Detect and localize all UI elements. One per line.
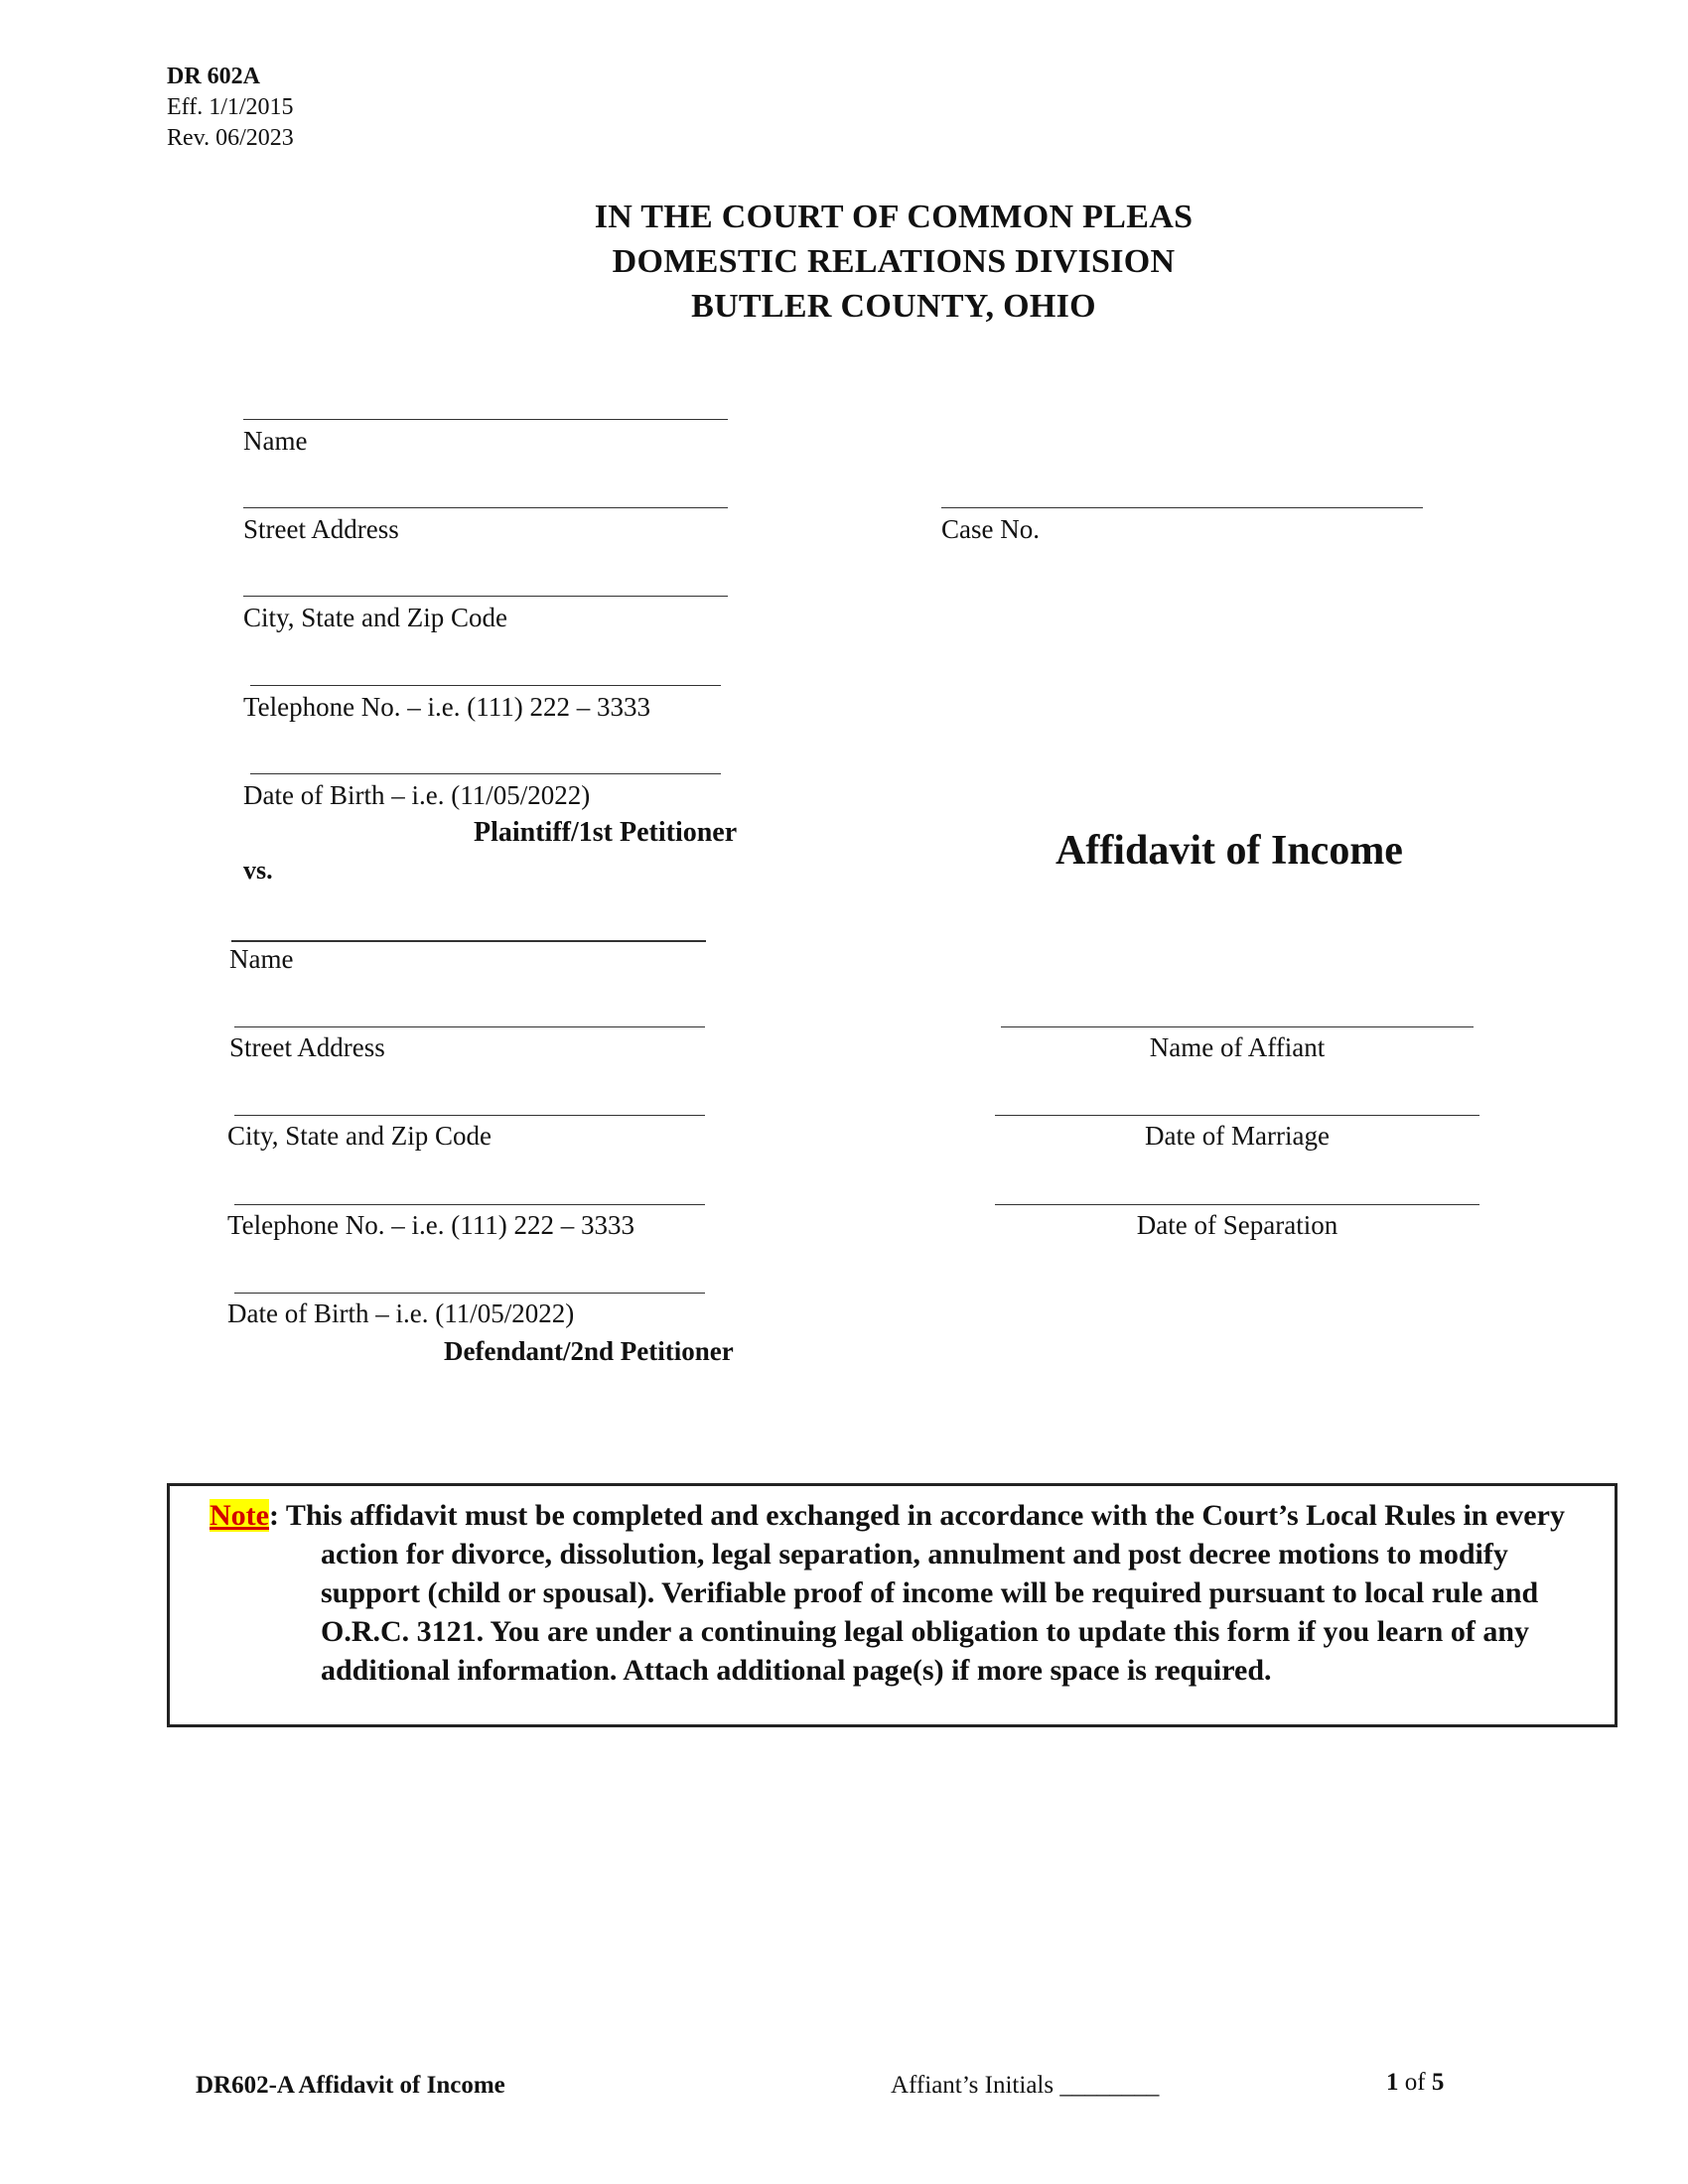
plaintiff-role: Plaintiff/1st Petitioner <box>474 817 738 848</box>
plaintiff-phone-line[interactable] <box>250 685 721 686</box>
defendant-street-line[interactable] <box>234 1026 705 1027</box>
defendant-street-label: Street Address <box>229 1032 385 1062</box>
separation-date-label: Date of Separation <box>1136 1210 1338 1240</box>
plaintiff-city-label: City, State and Zip Code <box>243 603 507 632</box>
plaintiff-name-label: Name <box>243 426 308 456</box>
defendant-role: Defendant/2nd Petitioner <box>444 1336 734 1366</box>
page-total: 5 <box>1431 2069 1445 2096</box>
plaintiff-dob-label: Date of Birth – i.e. (11/05/2022) <box>243 780 591 810</box>
affiant-name-label: Name of Affiant <box>1149 1032 1326 1062</box>
document-title: Affidavit of Income <box>1055 828 1403 874</box>
affiant-name-line[interactable] <box>1001 1026 1474 1027</box>
court-heading-line1: IN THE COURT OF COMMON PLEAS <box>594 199 1194 235</box>
marriage-date-line[interactable] <box>995 1115 1479 1116</box>
defendant-name-label: Name <box>229 944 294 974</box>
plaintiff-dob-line[interactable] <box>250 773 721 774</box>
separation-date-line[interactable] <box>995 1204 1479 1205</box>
footer-form-name: DR602-A Affidavit of Income <box>196 2072 505 2099</box>
versus-label: vs. <box>243 856 273 885</box>
defendant-name-line[interactable] <box>231 940 706 942</box>
page-of: of <box>1398 2069 1432 2096</box>
defendant-dob-label: Date of Birth – i.e. (11/05/2022) <box>227 1298 575 1328</box>
defendant-city-label: City, State and Zip Code <box>227 1121 492 1151</box>
note-body: : This affidavit must be completed and exchanged in accordance with the Court’s Local Rules in every action for divorce, dissolution, legal separation, annulment and post decree motions to modify support (child or spousal). Verifiable proof of income will be required pursuant to local rule and O.R.C. 3121. You are under a continuing legal obligation to update this form if you learn of any additional information. Attach additional page(s) if more space is required. <box>268 1499 1565 1687</box>
effective-date: Eff. 1/1/2015 <box>167 94 294 120</box>
plaintiff-street-line[interactable] <box>243 507 728 508</box>
court-heading-line2: DOMESTIC RELATIONS DIVISION <box>612 243 1176 280</box>
note-paragraph <box>210 1496 1600 1690</box>
plaintiff-street-label: Street Address <box>243 514 399 544</box>
revision-date: Rev. 06/2023 <box>167 125 294 151</box>
case-number-label: Case No. <box>941 514 1040 544</box>
defendant-phone-label: Telephone No. – i.e. (111) 222 – 3333 <box>227 1210 635 1240</box>
court-heading-line3: BUTLER COUNTY, OHIO <box>691 288 1096 325</box>
marriage-date-label: Date of Marriage <box>1145 1121 1330 1151</box>
note-label: Note <box>210 1499 269 1532</box>
defendant-phone-line[interactable] <box>234 1204 705 1205</box>
case-number-line[interactable] <box>941 507 1423 508</box>
affiant-initials[interactable]: Affiant’s Initials ________ <box>891 2072 1160 2099</box>
defendant-dob-line[interactable] <box>234 1293 705 1294</box>
plaintiff-name-line[interactable] <box>243 419 728 420</box>
note-box <box>167 1483 1618 1727</box>
defendant-city-line[interactable] <box>234 1115 705 1116</box>
page-number <box>1386 2069 1444 2097</box>
plaintiff-phone-label: Telephone No. – i.e. (111) 222 – 3333 <box>243 692 651 722</box>
form-code: DR 602A <box>167 64 260 89</box>
page-current: 1 <box>1386 2069 1399 2096</box>
plaintiff-city-line[interactable] <box>243 596 728 597</box>
